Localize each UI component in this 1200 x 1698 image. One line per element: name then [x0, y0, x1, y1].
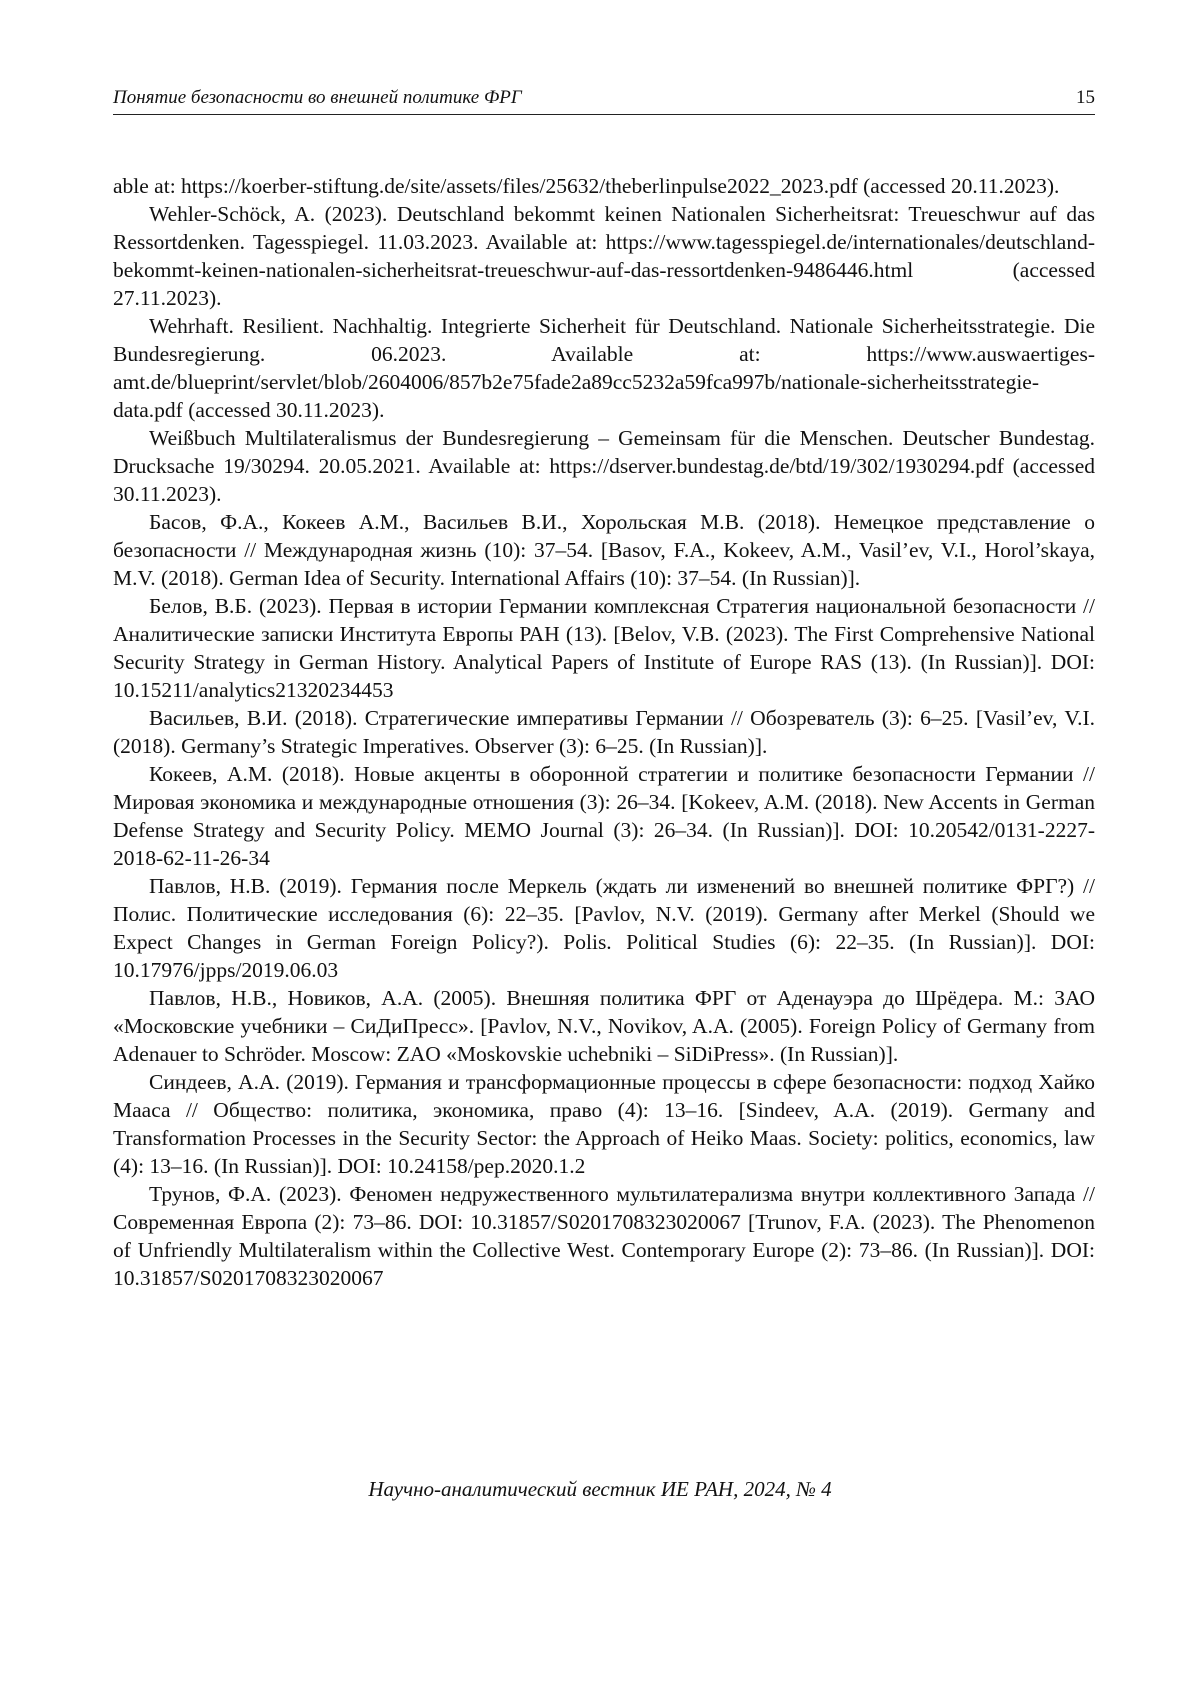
- reference-item: Белов, В.Б. (2023). Первая в истории Германии комплексная Стратегия национальной безопасности // Аналитические записки Института Европы РАН (13). [Belov, V.B. (2023). The First Comprehensive National Security Strategy in German History. Analytical Papers of Institute of Europe RAS (13). (In Russian)]. DOI: 10.15211/analytics21320234453: [113, 594, 1095, 702]
- reference-item: Трунов, Ф.А. (2023). Феномен недружественного мультилатерализма внутри коллективного Запада // Современная Европа (2): 73–86. DOI: 10.31857/S0201708323020067 [Trunov, F.A. (2023). The Phenomenon of Unfriendly Multilateralism within the Collective West. Contemporary Europe (2): 73–86. (In Russian)]. DOI: 10.31857/S0201708323020067: [113, 1182, 1095, 1290]
- reference-item: able at: https://koerber-stiftung.de/site/assets/files/25632/theberlinpulse2022_2023.pdf (accessed 20.11.2023).: [113, 174, 1060, 198]
- page-number: 15: [1076, 87, 1095, 108]
- reference-item: Кокеев, А.М. (2018). Новые акценты в оборонной стратегии и политике безопасности Германии // Мировая экономика и международные отношения (3): 26–34. [Kokeev, A.M. (2018). New Accents in German Defense Strategy and Security Policy. MEMO Journal (3): 26–34. (In Russian)]. DOI: 10.20542/0131-2227-2018-62-11-26-34: [113, 762, 1095, 870]
- reference-item: Weißbuch Multilateralismus der Bundesregierung – Gemeinsam für die Menschen. Deutscher Bundestag. Drucksache 19/30294. 20.05.2021. Available at: https://dserver.bundestag.de/btd/19/302/1930294.pdf (accessed 30.11.2023).: [113, 426, 1095, 506]
- running-footer: Научно-аналитический вестник ИЕ РАН, 2024, № 4: [368, 1477, 832, 1501]
- reference-item: Васильев, В.И. (2018). Стратегические императивы Германии // Обозреватель (3): 6–25. [Vasil’ev, V.I. (2018). Germany’s Strategic Imperatives. Observer (3): 6–25. (In Russian)].: [113, 706, 1095, 758]
- reference-item: Wehrhaft. Resilient. Nachhaltig. Integrierte Sicherheit für Deutschland. Nationale Sicherheitsstrategie. Die Bundesregierung. 06.2023. Available at: https://www.auswaertiges-amt.de/blueprint/servlet/blob/2604006/857b2e75fade2a89cc5232a59fca997b/nationale-sicherheitsstrategie-data.pdf (accessed 30.11.2023).: [113, 314, 1095, 422]
- reference-item: Павлов, Н.В. (2019). Германия после Меркель (ждать ли изменений во внешней политике ФРГ?) // Полис. Политические исследования (6): 22–35. [Pavlov, N.V. (2019). Germany after Merkel (Should we Expect Changes in German Foreign Policy?). Polis. Political Studies (6): 22–35. (In Russian)]. DOI: 10.17976/jpps/2019.06.03: [113, 874, 1095, 982]
- reference-item: Wehler-Schöck, A. (2023). Deutschland bekommt keinen Nationalen Sicherheitsrat: Treueschwur auf das Ressortdenken. Tagesspiegel. 11.03.2023. Available at: https://www.tagesspiegel.de/internationales/deutschland-bekommt-keinen-nationalen-sicherheitsrat-treueschwur-auf-das-ressortdenken-9486446.html (accessed 27.11.2023).: [113, 202, 1095, 310]
- reference-item: Павлов, Н.В., Новиков, А.А. (2005). Внешняя политика ФРГ от Аденауэра до Шрёдера. М.: ЗАО «Московские учебники – СиДиПресс». [Pavlov, N.V., Novikov, A.A. (2005). Foreign Policy of Germany from Adenauer to Schröder. Moscow: ZAO «Moskovskie uchebniki – SiDiPress». (In Russian)].: [113, 986, 1095, 1066]
- running-header: [113, 84, 1095, 115]
- reference-item: Басов, Ф.А., Кокеев А.М., Васильев В.И., Хорольская М.В. (2018). Немецкое представление о безопасности // Международная жизнь (10): 37–54. [Basov, F.A., Kokeev, A.M., Vasil’ev, V.I., Horol’skaya, M.V. (2018). German Idea of Security. International Affairs (10): 37–54. (In Russian)].: [113, 510, 1095, 590]
- running-header-title: Понятие безопасности во внешней политике ФРГ: [113, 87, 522, 108]
- reference-list: [113, 172, 1095, 1292]
- reference-item: Синдеев, А.А. (2019). Германия и трансформационные процессы в сфере безопасности: подход Хайко Мааса // Общество: политика, экономика, право (4): 13–16. [Sindeev, A.A. (2019). Germany and Transformation Processes in the Security Sector: the Approach of Heiko Maas. Society: politics, economics, law (4): 13–16. (In Russian)]. DOI: 10.24158/pep.2020.1.2: [113, 1070, 1095, 1178]
